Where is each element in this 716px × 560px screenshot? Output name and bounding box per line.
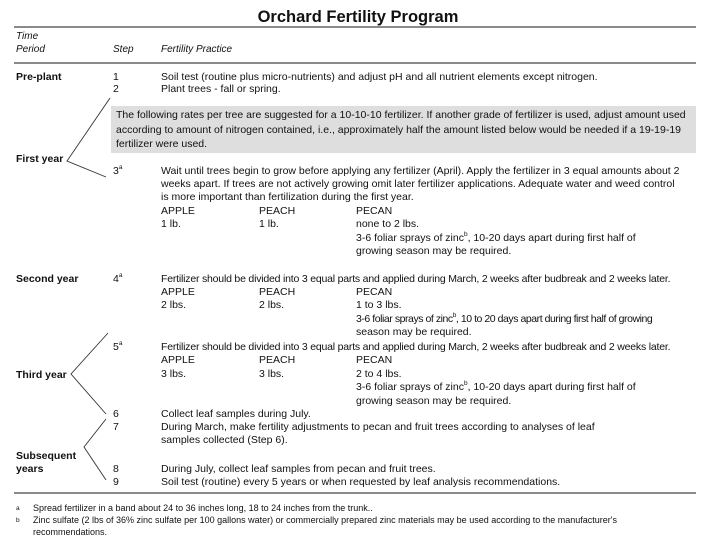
period-first-year: First year	[16, 153, 64, 165]
pecan-rate: 2 to 4 lbs.	[356, 368, 402, 380]
step-text: Soil test (routine plus micro-nutrients) and adjust pH and all nutrient elements except nitrogen.	[161, 71, 598, 83]
crop-pecan-label: PECAN	[356, 205, 393, 217]
step-text: Soil test (routine) every 5 years or when requested by leaf analysis recommendations.	[161, 476, 561, 488]
crop-pecan-label: PECAN	[356, 354, 393, 366]
shaded-note-text: The following rates per tree are suggested for a 10-10-10 fertilizer. If another grade of fertilizer is used, adjust amount used according to amount of nitrogen contained, i.e., approximately half the amount listed below would be needed if a 19-19-19 fertilizer were used.	[116, 109, 686, 150]
step-number: 8	[113, 463, 119, 475]
period-pre-plant: Pre-plant	[16, 71, 62, 83]
step-text: During March, make fertility adjustments to pecan and fruit trees according to analyses of leaf	[161, 421, 595, 433]
step-text: weeks apart. If trees are not actively growing omit later fertilizer applications. Adequate water and weed control	[161, 178, 675, 190]
header-step: Step	[113, 44, 134, 55]
step-number: 7	[113, 421, 119, 433]
crop-apple-label: APPLE	[161, 286, 195, 298]
apple-rate: 1 lb.	[161, 218, 181, 230]
footnote-mark: a	[16, 505, 20, 512]
page-title: Orchard Fertility Program	[257, 8, 459, 26]
header-time: Time	[16, 31, 39, 42]
peach-rate: 3 lbs.	[259, 368, 285, 380]
step-number: 9	[113, 476, 119, 488]
step-text: is more important than fertilization during the first year.	[161, 191, 414, 203]
step-number: 1	[113, 71, 119, 83]
header-fertility-practice: Fertility Practice	[161, 44, 233, 55]
peach-rate: 1 lb.	[259, 218, 279, 230]
step-text: During July, collect leaf samples from pecan and fruit trees.	[161, 463, 436, 475]
peach-rate: 2 lbs.	[259, 299, 285, 311]
step-number: 6	[113, 408, 119, 420]
step-text: Collect leaf samples during July.	[161, 408, 311, 420]
step-number: 3$^a$	[113, 164, 123, 177]
pecan-rate: 1 to 3 lbs.	[356, 299, 402, 311]
crop-peach-label: PEACH	[259, 286, 296, 298]
header-period: Period	[16, 44, 45, 55]
step-text: samples collected (Step 6).	[161, 434, 288, 446]
period-subsequent-years: years	[16, 463, 44, 475]
step-text: Plant trees - fall or spring.	[161, 83, 281, 95]
step-number: 4$^a$	[113, 272, 123, 285]
zinc-note: season may be required.	[356, 326, 472, 338]
period-third-year: Third year	[16, 369, 67, 381]
crop-apple-label: APPLE	[161, 354, 195, 366]
crop-peach-label: PEACH	[259, 354, 296, 366]
step-text: Fertilizer should be divided into 3 equal parts and applied during March, 2 weeks after budbreak and 2 weeks later.	[161, 341, 671, 353]
period-second-year: Second year	[16, 273, 79, 285]
footnote-mark: b	[16, 517, 20, 524]
footnote-text: recommendations.	[33, 527, 108, 537]
step-number: 5$^a$	[113, 340, 123, 353]
step-text: Wait until trees begin to grow before applying any fertilizer (April). Apply the fertilizer in 3 equal amounts about 2	[161, 165, 680, 177]
footnote-text: Zinc sulfate (2 lbs of 36% zinc sulfate per 100 gallons water) or commercially prepared zinc materials may be used according to the manufacturer's	[33, 515, 617, 525]
period-subsequent: Subsequent	[16, 450, 77, 462]
footnote-text: Spread fertilizer in a band about 24 to 36 inches long, 18 to 24 inches from the trunk..	[33, 503, 373, 513]
crop-peach-label: PEACH	[259, 205, 296, 217]
zinc-note: growing season may be required.	[356, 245, 512, 257]
crop-apple-label: APPLE	[161, 205, 195, 217]
zinc-note: 3-6 foliar sprays of zinc$^b$, 10-20 days apart during first half of	[356, 380, 636, 393]
step-number: 2	[113, 83, 119, 95]
apple-rate: 3 lbs.	[161, 368, 187, 380]
step-text: Fertilizer should be divided into 3 equal parts and applied during March, 2 weeks after budbreak and 2 weeks later.	[161, 273, 671, 285]
zinc-note: 3-6 foliar sprays of zinc$^b$, 10 to 20 days apart during first half of growing	[356, 312, 653, 325]
bottom-rule	[14, 492, 696, 494]
crop-pecan-label: PECAN	[356, 286, 393, 298]
zinc-note: 3-6 foliar sprays of zinc$^b$, 10-20 days apart during first half of	[356, 231, 636, 244]
pecan-rate: none to 2 lbs.	[356, 218, 420, 230]
zinc-note: growing season may be required.	[356, 395, 512, 407]
apple-rate: 2 lbs.	[161, 299, 187, 311]
